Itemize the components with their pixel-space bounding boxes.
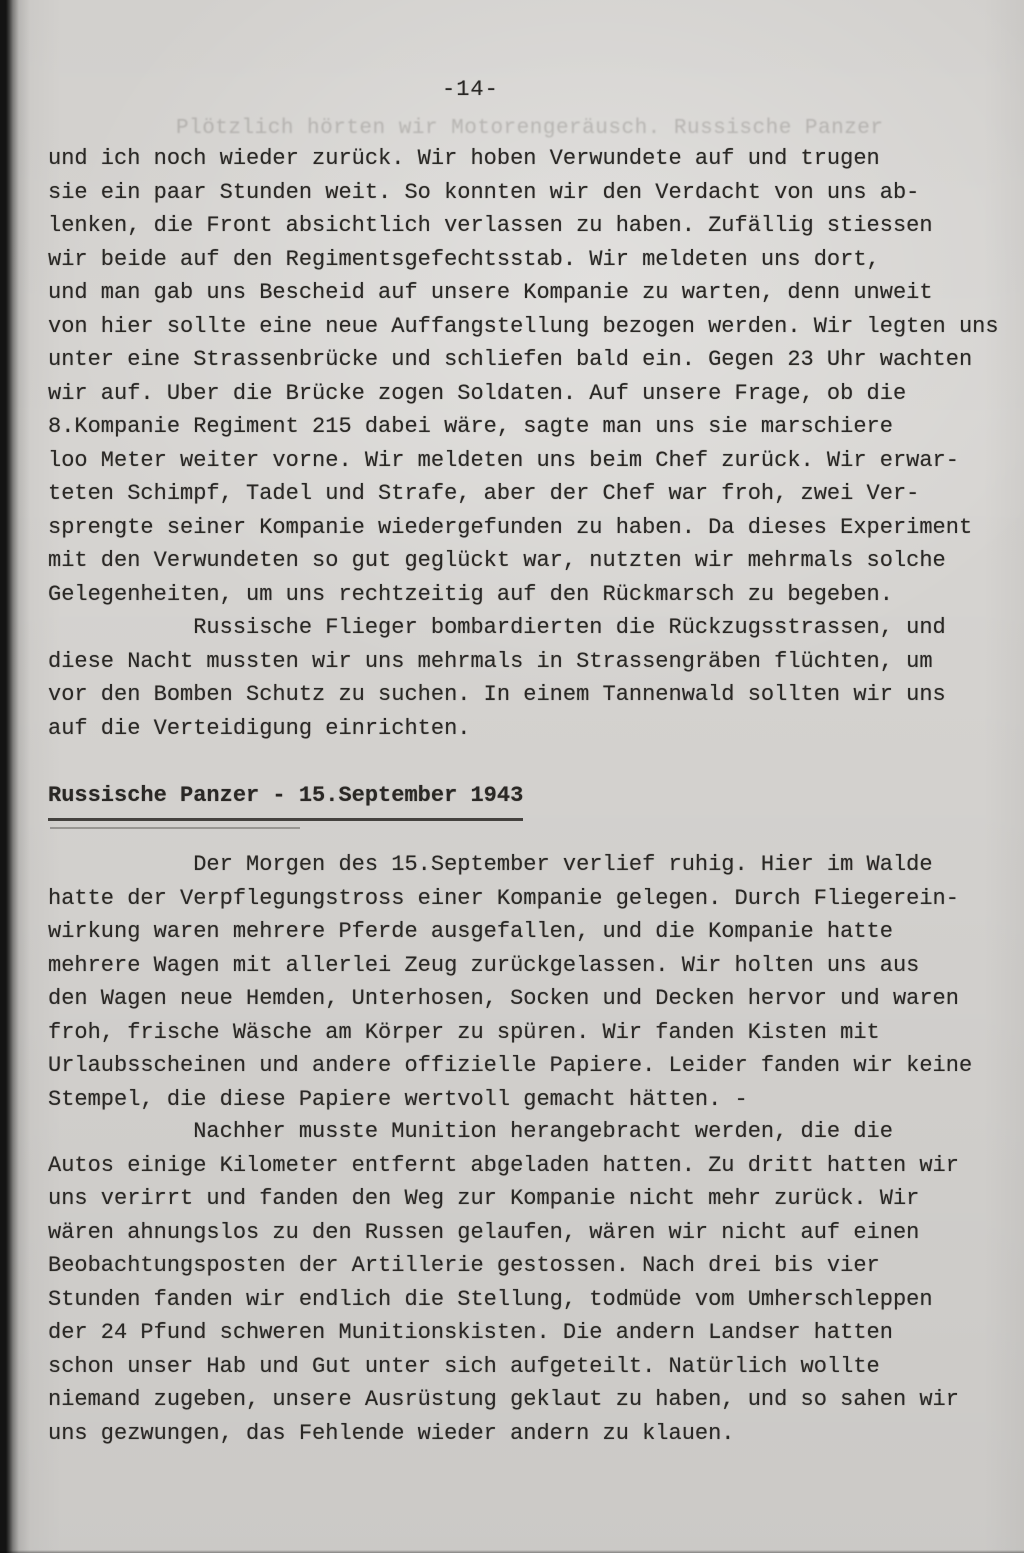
section-heading-row (48, 779, 523, 821)
text-line: der 24 Pfund schweren Munitionskisten. Die andern Landser hatten (48, 1320, 893, 1345)
paragraph-continuation (48, 142, 999, 611)
text-line: unter eine Strassenbrücke und schliefen bald ein. Gegen 23 Uhr wachten (48, 347, 973, 372)
text-line: wären ahnungslos zu den Russen gelaufen, wären wir nicht auf einen (48, 1219, 920, 1245)
text-line: und man gab uns Bescheid auf unsere Kompanie zu warten, denn unweit (48, 280, 933, 305)
text-line: lenken, die Front absichtlich verlassen zu haben. Zufällig stiessen (48, 213, 933, 238)
paragraph-morgen-lines (48, 848, 972, 1116)
text-line: diese Nacht mussten wir uns mehrmals in Strassengräben flüchten, um (48, 648, 933, 674)
text-line: Russische Flieger bombardierten die Rückzugsstrassen, und (48, 615, 946, 640)
text-line: mit den Verwundeten so gut geglückt war, nutzten wir mehrmals solche (48, 548, 946, 573)
text-line: uns gezwungen, das Fehlende wieder andern zu klauen. (48, 1420, 735, 1446)
text-line: Der Morgen des 15.September verlief ruhig. Hier im Walde (48, 852, 933, 877)
text-line: Nachher musste Munition herangebracht werden, die die (48, 1119, 893, 1144)
text-line: schon unser Hab und Gut unter sich aufgeteilt. Natürlich wollte (48, 1353, 880, 1379)
text-line: Gelegenheiten, um uns rechtzeitig auf den Rückmarsch zu begeben. (48, 581, 893, 607)
scan-spine-edge (0, 0, 30, 1553)
text-line: Autos einige Kilometer entfernt abgeladen hatten. Zu dritt hatten wir (48, 1152, 959, 1178)
text-line: uns verirrt und fanden den Weg zur Kompanie nicht mehr zurück. Wir (48, 1186, 920, 1211)
text-line: Stempel, die diese Papiere wertvoll gemacht hätten. - (48, 1086, 748, 1112)
text-line: teten Schimpf, Tadel und Strafe, aber der Chef war froh, zwei Ver- (48, 481, 920, 506)
text-line: Stunden fanden wir endlich die Stellung, todmüde vom Umherschleppen (48, 1286, 933, 1312)
body-text (48, 142, 999, 745)
text-line: wirkung waren mehrere Pferde ausgefallen, und die Kompanie hatte (48, 919, 893, 944)
text-line: sprengte seiner Kompanie wiedergefunden zu haben. Da dieses Experiment (48, 514, 973, 540)
text-line: loo Meter weiter vorne. Wir meldeten uns beim Chef zurück. Wir erwar- (48, 447, 959, 473)
text-line: vor den Bomben Schutz zu suchen. In einem Tannenwald sollten wir uns (48, 682, 946, 707)
text-line: und ich noch wieder zurück. Wir hoben Verwundete auf und trugen (48, 146, 880, 171)
text-line: von hier sollte eine neue Auffangstellung bezogen werden. Wir legten uns (48, 313, 999, 339)
bleedthrough-text: Plötzlich hörten wir Motorengeräusch. Russische Panzer (176, 117, 884, 140)
paragraph-flieger (48, 611, 999, 745)
text-line: niemand zugeben, unsere Ausrüstung geklaut zu haben, und so sahen wir (48, 1387, 959, 1412)
text-line: sie ein paar Stunden weit. So konnten wir den Verdacht von uns ab- (48, 179, 920, 205)
text-line: mehrere Wagen mit allerlei Zeug zurückgelassen. Wir holten uns aus (48, 952, 920, 978)
heading-underline-doublestrike (50, 827, 300, 829)
text-line: wir auf. Uber die Brücke zogen Soldaten. Auf unsere Frage, ob die (48, 380, 907, 406)
text-line: Beobachtungsposten der Artillerie gestossen. Nach drei bis vier (48, 1253, 880, 1278)
page-number: -14- (442, 77, 499, 102)
text-line: den Wagen neue Hemden, Unterhosen, Socken und Decken hervor und waren (48, 986, 959, 1011)
text-line: froh, frische Wäsche am Körper zu spüren. Wir fanden Kisten mit (48, 1019, 880, 1045)
text-line: 8.Kompanie Regiment 215 dabei wäre, sagte man uns sie marschiere (48, 414, 893, 439)
text-line: auf die Verteidigung einrichten. (48, 715, 471, 741)
text-line: wir beide auf den Regimentsgefechtsstab. Wir meldeten uns dort, (48, 246, 880, 272)
text-line: hatte der Verpflegungstross einer Kompanie gelegen. Durch Fliegerein- (48, 885, 959, 911)
section-heading: Russische Panzer - 15.September 1943 (48, 779, 523, 821)
paragraph-munition-lines (48, 1115, 959, 1450)
section-paragraph-morgen (48, 848, 972, 1116)
text-line: Urlaubsscheinen und andere offizielle Papiere. Leider fanden wir keine (48, 1053, 973, 1078)
section-paragraph-munition (48, 1115, 959, 1450)
